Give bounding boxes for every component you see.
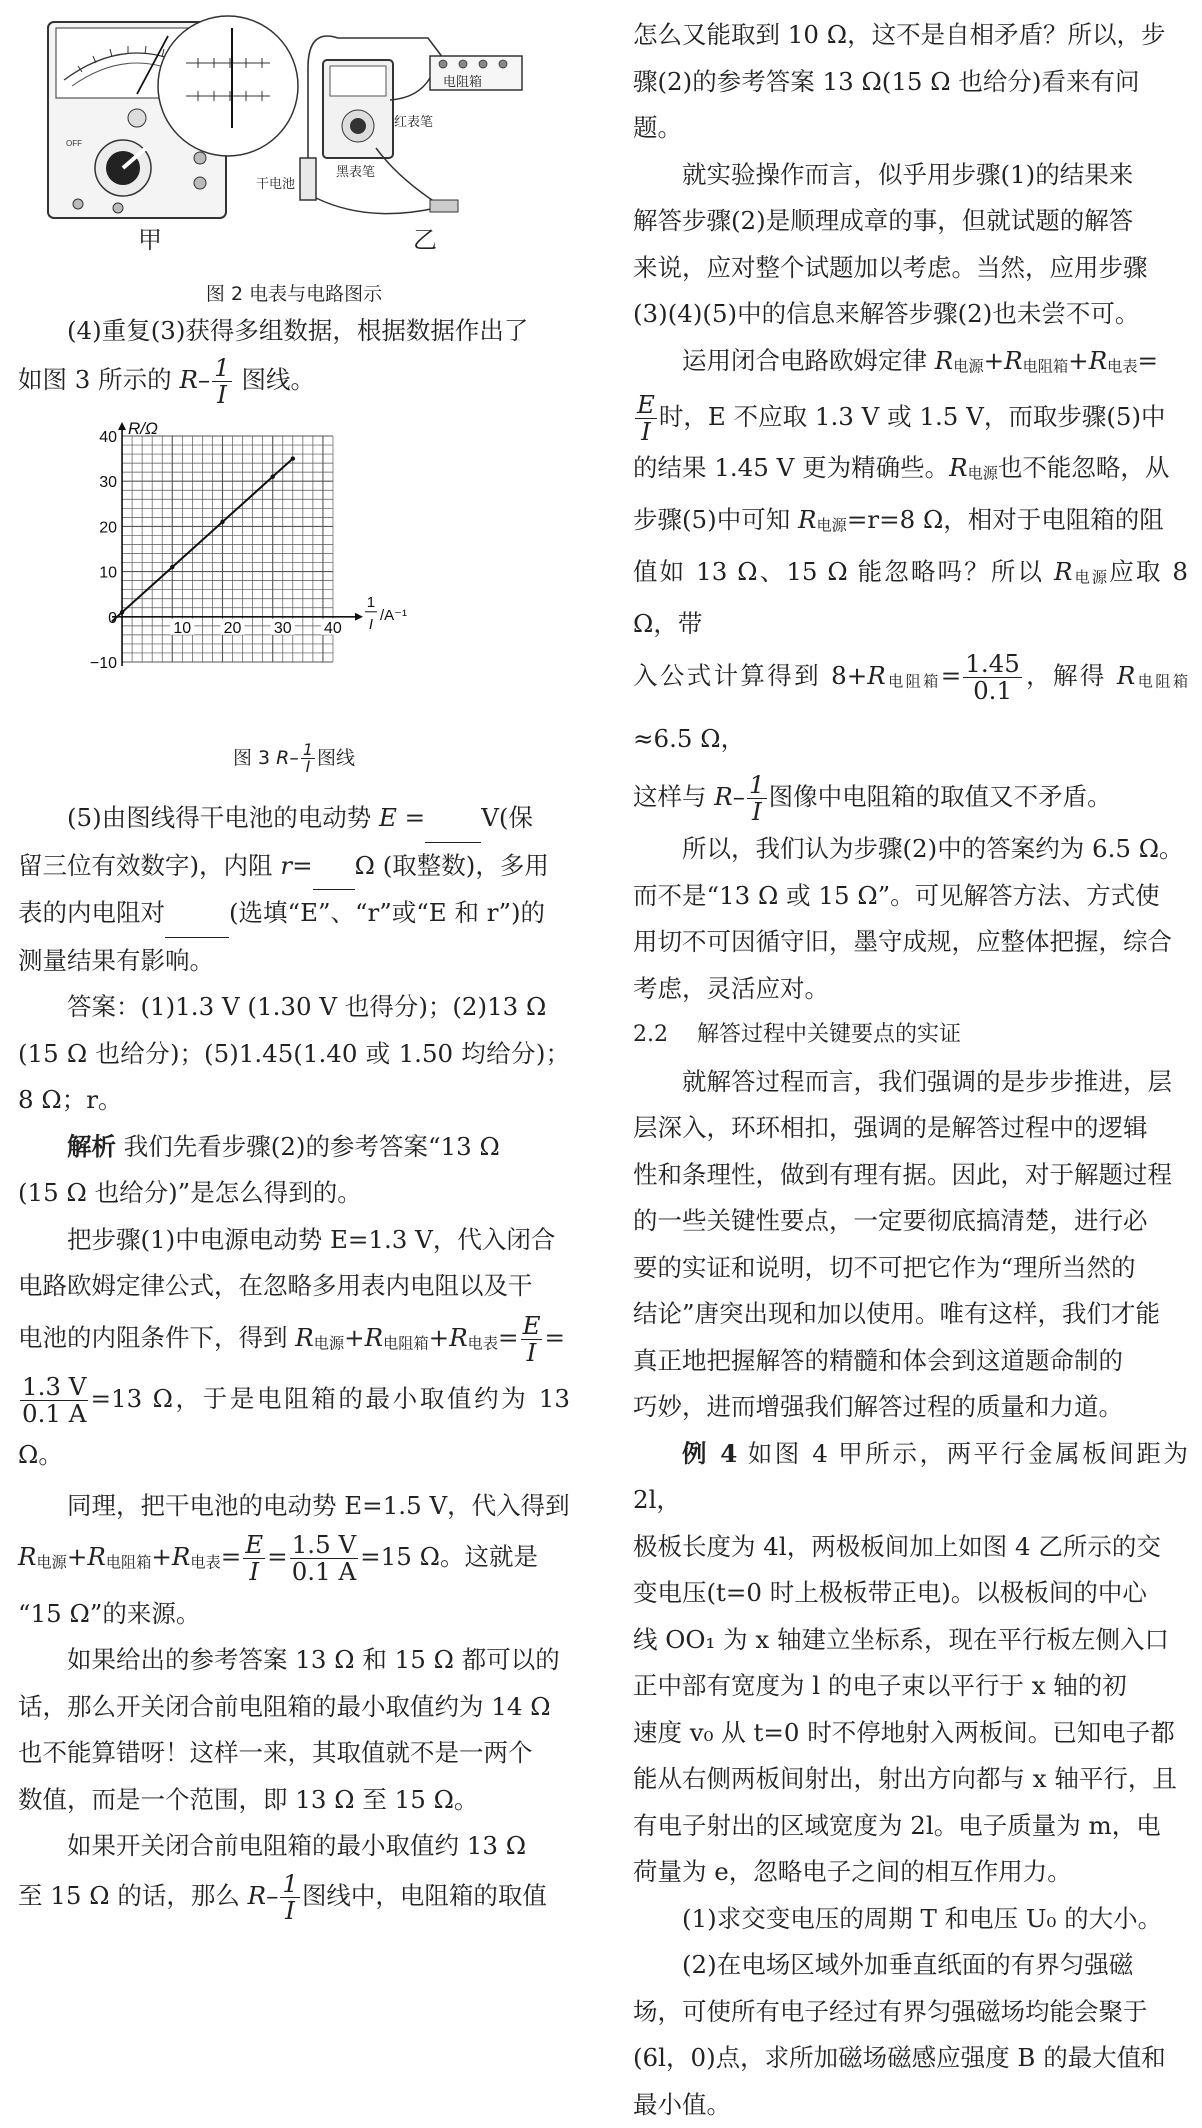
q-line-3: 场，可使所有电子经过有界匀强磁场均能会聚于 — [633, 1996, 1148, 2026]
para-b1: 同理，把干电池的电动势 E=1.5 V，代入得到 — [67, 1490, 570, 1520]
r-line-16: 而不是“13 Ω 或 15 Ω”。可见解答方法、方式使 — [633, 880, 1160, 910]
para-c2: 话，那么开关闭合前电阻箱的最小取值约为 14 Ω — [18, 1691, 551, 1721]
r-line-2: 骤(2)的参考答案 13 Ω(15 Ω 也给分)看来有问 — [633, 66, 1140, 96]
s-line-4: 的一些关键性要点，一定要彻底搞清楚，进行必 — [633, 1206, 1148, 1236]
chart-ticks — [90, 429, 345, 672]
y-tick-label: −10 — [90, 655, 118, 672]
para-d2: 至 15 Ω 的话，那么 R– $\frac{1}{I}$ 图线中，电阻箱的取值 — [18, 1868, 547, 1925]
s-line-2: 层深入，环环相扣，强调的是解答过程中的逻辑 — [633, 1113, 1148, 1143]
r-line-10: 的结果 1.45 V 更为精确些。R电源也不能忽略，从 — [633, 453, 1170, 483]
left-column-top — [18, 308, 570, 408]
y-axis-arrow — [118, 422, 126, 430]
x-axis-label-unit: /A⁻¹ — [379, 606, 408, 624]
r-line-8: 运用闭合电路欧姆定律 R电源+R电阻箱+R电表= — [682, 345, 1159, 375]
label-jia: 甲 — [138, 227, 162, 254]
para-a1: 把步骤(1)中电源电动势 E=1.3 V，代入闭合 — [67, 1224, 556, 1254]
question-5-l3: 表的内电阻对 (选填“E”、“r”或“E 和 r”)的 — [18, 890, 570, 938]
answer: 答案：(1)1.3 V (1.30 V 也得分)；(2)13 Ω — [67, 992, 547, 1021]
para-c3: 也不能算错呀！这样一来，其取值就不是一两个 — [18, 1738, 533, 1768]
e-line-3: 变电压(t=0 时上极板带正电)。以极板间的中心 — [633, 1578, 1147, 1608]
q-line-4: (6l，0)点，求所加磁场磁感应强度 B 的最大值和 — [633, 2043, 1166, 2073]
answer-cont: (15 Ω 也给分)；(5)1.45(1.40 或 1.50 均给分)；8 Ω；r。 — [18, 1038, 570, 1114]
r-line-14: 这样与 R– $\frac{1}{I}$ 图像中电阻箱的取值又不矛盾。 — [633, 770, 1112, 827]
y-axis-label: R/Ω — [128, 420, 158, 438]
r-line-3: 题。 — [633, 113, 682, 142]
e-line-6: 速度 v₀ 从 t=0 时不停地射入两板间。已知电子都 — [633, 1717, 1175, 1747]
s-line-1: 就解答过程而言，我们强调的是步步推进，层 — [682, 1066, 1172, 1096]
data-point — [220, 520, 224, 524]
question-5-l4: 测量结果有影响。 — [18, 945, 214, 975]
r-line-1: 怎么又能取到 10 Ω，这不是自相矛盾？所以，步 — [633, 20, 1166, 49]
r-line-18: 考虑，灵活应对。 — [633, 973, 829, 1003]
s-line-5: 要的实证和说明，切不可把它作为“理所当然的 — [633, 1252, 1136, 1282]
data-point — [120, 610, 124, 614]
label-yi: 乙 — [413, 227, 437, 254]
para-c1: 如果给出的参考答案 13 Ω 和 15 Ω 都可以的 — [67, 1645, 560, 1675]
switch — [430, 200, 458, 212]
x-tick-label: 30 — [273, 619, 292, 637]
question-5: (5)由图线得干电池的电动势 E = V(保 — [18, 795, 570, 843]
section-2-2-heading: 2.2 解答过程中关键要点的实证 — [633, 1022, 961, 1048]
left-column-bottom — [18, 795, 570, 1924]
para-d1: 如果开关闭合前电阻箱的最小取值约 13 Ω — [67, 1831, 527, 1861]
para-c4: 数值，而是一个范围，即 13 Ω 至 15 Ω。 — [18, 1784, 479, 1814]
s-line-6: 结论”唐突出现和加以使用。唯有这样，我们才能 — [633, 1299, 1161, 1329]
analysis-cont: (15 Ω 也给分)”是怎么得到的。 — [18, 1178, 362, 1207]
x-axis-label-den: I — [368, 615, 374, 633]
para-b3: “15 Ω”的来源。 — [18, 1598, 201, 1628]
e-line-4: 线 OO₁ 为 x 轴建立坐标系，现在平行板左侧入口 — [633, 1624, 1169, 1654]
y-tick-label: 20 — [99, 519, 118, 537]
paragraph-step4-cont: 如图 3 所示的 R– $\frac{1}{I}$ 图线。 — [18, 352, 316, 409]
r-line-4: 就实验操作而言，似乎用步骤(1)的结果来 — [682, 159, 1134, 189]
right-column — [633, 12, 1188, 2128]
e-line-8: 有电子射出的区域宽度为 2l。电子质量为 m，电 — [633, 1810, 1161, 1840]
figure-3-chart — [90, 420, 490, 740]
x-tick-label: 20 — [223, 619, 242, 637]
y-tick-label: 30 — [99, 474, 118, 492]
s-line-8: 巧妙，进而增强我们解答过程的质量和力道。 — [633, 1392, 1123, 1422]
battery-cell — [300, 158, 316, 200]
e-line-5: 正中部有宽度为 l 的电子束以平行于 x 轴的初 — [633, 1671, 1127, 1701]
data-point — [291, 456, 295, 460]
q-line-1: (1)求交变电压的周期 T 和电压 U₀ 的大小。 — [682, 1903, 1163, 1933]
e-line-2: 极板长度为 4l，两极板间加上如图 4 乙所示的交 — [633, 1531, 1161, 1561]
off-label: OFF — [66, 139, 82, 148]
black-probe-label: 黑表笔 — [336, 164, 376, 179]
r-line-9: $\frac{E}{I}$ 时，E 不应取 1.3 V 或 1.5 V，而取步骤(5)中 — [637, 390, 1166, 447]
e-line-9: 荷量为 e，忽略电子之间的相互作用力。 — [633, 1857, 1072, 1887]
x-tick-label: 10 — [173, 619, 192, 637]
r-line-11: 步骤(5)中可知 R电源=r=8 Ω，相对于电阻箱的阻 — [633, 505, 1164, 535]
resistance-box-label: 电阻箱 — [443, 74, 483, 89]
example-4: 例 4 如图 4 甲所示，两平行金属板间距为 2l， — [633, 1438, 1189, 1515]
s-line-3: 性和条理性，做到有理有据。因此，对于解题过程 — [633, 1159, 1172, 1189]
para-b2: R电源+R电阻箱+R电表= $\frac{E}{I}$ = $\frac{1.5 V}{0.1 A}$ =15 Ω。这就是 — [18, 1530, 538, 1587]
q-line-5: 最小值。 — [633, 2089, 731, 2119]
question-5-l2: 留三位有效数字)，内阻 r= Ω (取整数)，多用 — [18, 843, 570, 891]
figure-3-caption: 图 3 R– $\frac{1}{I}$ 图线 — [232, 740, 356, 776]
data-point — [271, 474, 275, 478]
red-probe-label: 红表笔 — [394, 114, 434, 129]
y-tick-label: 10 — [99, 564, 118, 582]
paragraph-step4: (4)重复(3)获得多组数据，根据数据作出了 — [67, 316, 529, 345]
r-line-13: 入公式计算得到 8+R电阻箱= $\frac{1.45}{0.1}$ ，解得 R电阻箱≈6.5 Ω， — [633, 649, 1189, 754]
magnified-scale — [158, 16, 298, 156]
e-line-7: 能从右侧两板间射出，射出方向都与 x 轴平行，且 — [633, 1764, 1177, 1794]
y-tick-label: 0 — [108, 609, 118, 627]
figure-2 — [18, 8, 570, 278]
r-line-6: 来说，应对整个试题加以考虑。当然，应用步骤 — [633, 252, 1148, 282]
x-tick-label: 40 — [324, 619, 342, 637]
r-line-5: 解答步骤(2)是顺理成章的事，但就试题的解答 — [633, 206, 1134, 235]
r-line-7: (3)(4)(5)中的信息来解答步骤(2)也未尝不可。 — [633, 299, 1140, 328]
r-line-12: 值如 13 Ω、15 Ω 能忽略吗？所以 R电源应取 8 Ω，带 — [633, 556, 1188, 638]
r-line-15: 所以，我们认为步骤(2)中的答案约为 6.5 Ω。 — [682, 834, 1184, 864]
y-tick-label: 40 — [99, 429, 118, 446]
q-line-2: (2)在电场区域外加垂直纸面的有界匀强磁 — [682, 1950, 1134, 1980]
para-a4: $\frac{1.3 V}{0.1 A}$ =13 Ω，于是电阻箱的最小取值约为 13 Ω。 — [18, 1371, 570, 1469]
x-axis-label-num: 1 — [366, 593, 376, 611]
r-line-17: 用切不可因循守旧，墨守成规，应整体把握，综合 — [633, 927, 1172, 957]
para-a3: 电池的内阻条件下，得到 R电源+R电阻箱+R电表= $\frac{E}{I}$ = — [18, 1310, 565, 1367]
battery-label: 干电池 — [256, 176, 296, 191]
s-line-7: 真正地把握解答的精髓和体会到这道题命制的 — [633, 1345, 1123, 1375]
x-axis-arrow — [355, 613, 363, 621]
data-point — [170, 565, 174, 569]
analysis: 解析 我们先看步骤(2)的参考答案“13 Ω — [67, 1131, 500, 1161]
para-a2: 电路欧姆定律公式，在忽略多用表内电阻以及干 — [18, 1271, 533, 1300]
figure-2-caption: 图 2 电表与电路图示 — [205, 283, 383, 305]
